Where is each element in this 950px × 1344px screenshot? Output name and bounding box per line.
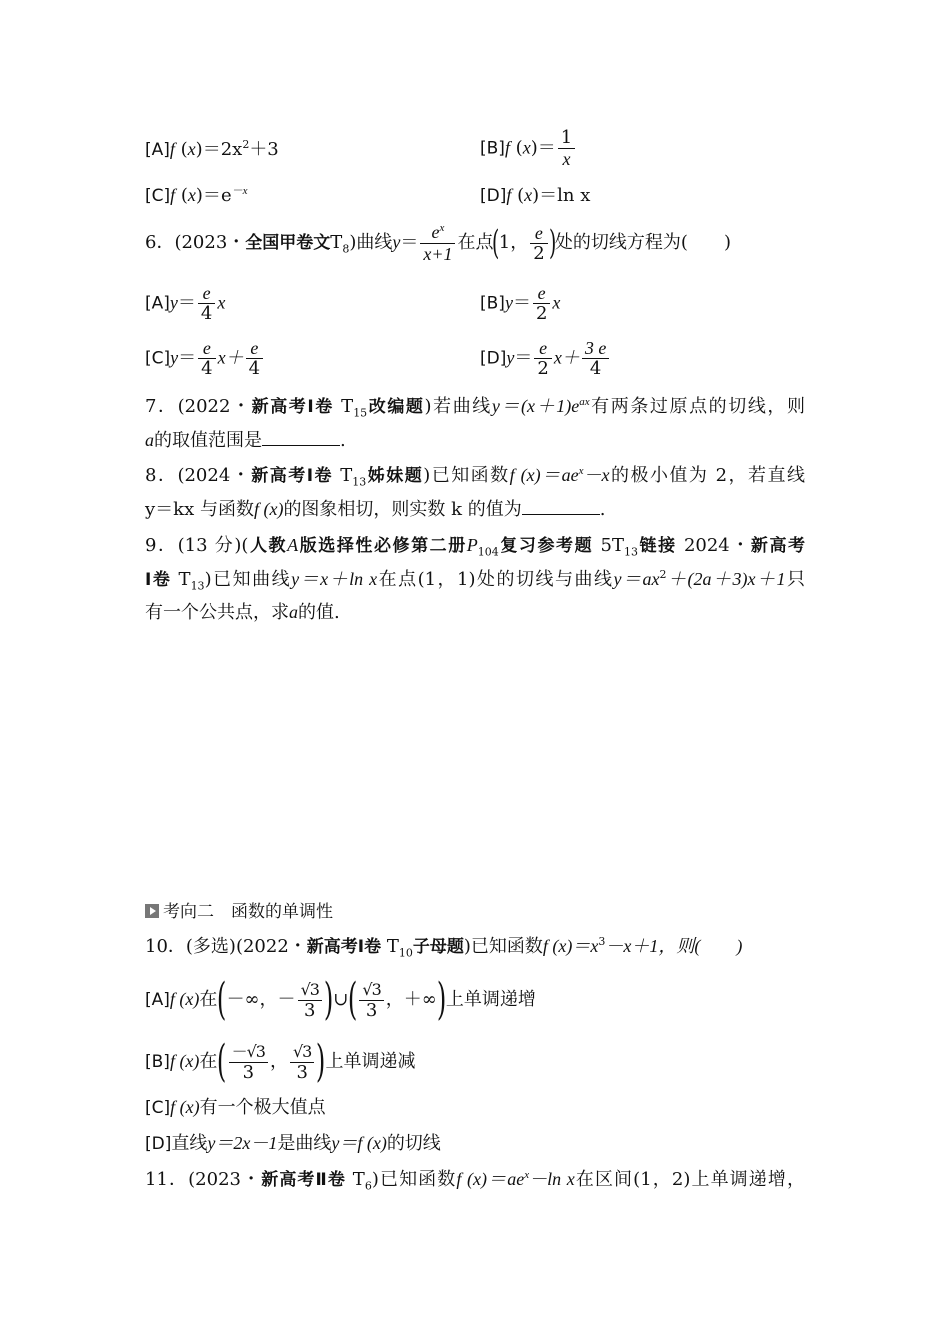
fraction: $\frac{1}{x}$ xyxy=(558,128,575,169)
fraction: $\frac{e}{2}$ xyxy=(534,338,551,379)
q6-option-b[interactable]: [B]y＝ $\frac{e}{2}$ x xyxy=(480,283,561,324)
play-icon xyxy=(145,904,159,918)
fraction: $\frac{e}{2}$ xyxy=(533,283,550,324)
q6-option-d[interactable]: [D]y＝ $\frac{e}{2}$ x＋ $\frac{3 e}{4}$ xyxy=(480,338,611,379)
question-10: 10．(多选)(2022・新高考Ⅰ卷 $T_{10}$子母题)已知函数f $(x)=x^3-x+1$，则( ) xyxy=(145,935,743,960)
fraction: $\frac{e}{4}$ xyxy=(198,283,215,324)
q5-option-d[interactable]: [D]f (x)＝ln x xyxy=(480,185,591,206)
q5-option-c[interactable]: [C]f $(x)=e^{-x}$ xyxy=(145,185,248,206)
section-heading: 考向二 函数的单调性 xyxy=(145,901,333,923)
fraction: $\frac{e}{4}$ xyxy=(246,338,263,379)
question-9-line-2: Ⅰ卷 $T_{13}$)已知曲线y＝x＋ln x在点(1，1)处的切线与曲线$y=ax^2+(2a+3)x+1$只 xyxy=(145,568,806,593)
q5-option-b[interactable]: [B]f (x)＝ $\frac{1}{x}$ xyxy=(480,128,577,169)
q6-option-c[interactable]: [C]y＝ $\frac{e}{4}$ x＋ $\frac{e}{4}$ xyxy=(145,338,265,379)
fraction: $\frac{√3}{3}$ xyxy=(359,980,383,1021)
fraction: $\frac{-√3}{3}$ xyxy=(229,1042,268,1083)
q10-option-c[interactable]: [C]f (x)有一个极大值点 xyxy=(145,1097,326,1118)
question-6: 6．(2023・全国甲卷文$T_8$)曲线y＝ $\frac{e^x}{x+1}$ 在点(1， $\frac{e}{2}$ )处的切线方程为( ) xyxy=(145,222,731,264)
answer-blank[interactable] xyxy=(522,498,600,515)
q10-option-b[interactable]: [B]f (x)在( $\frac{-√3}{3}$ ， $\frac{√3}{3}$ )上单调递减 xyxy=(145,1036,416,1087)
fraction: $\frac{3 e}{4}$ xyxy=(582,338,610,379)
q6-option-a[interactable]: [A]y＝ $\frac{e}{4}$ x xyxy=(145,283,226,324)
q10-option-a[interactable]: [A]f (x)在(－∞，－ $\frac{√3}{3}$ )∪( $\frac{√3}{3}$ ，＋∞)上单调递增 xyxy=(145,974,536,1025)
question-9: 9．(13 分)(人教A版选择性必修第二册$P_{104}$复习参考题 $5T_{13}$链接 2024・新高考 xyxy=(145,535,806,559)
answer-blank[interactable] xyxy=(262,429,340,446)
fraction: $\frac{e}{4}$ xyxy=(198,338,215,379)
question-8-line-2: y＝kx 与函数f (x)的图象相切，则实数 k 的值为 . xyxy=(145,499,606,520)
question-8: 8．(2024・新高考Ⅰ卷 $T_{13}$姊妹题)已知函数f $(x)=ae^x-x$的极小值为 2，若直线 xyxy=(145,465,806,489)
q10-option-d[interactable]: [D]直线y＝2x－1是曲线y＝f (x)的切线 xyxy=(145,1133,441,1154)
question-7: 7．(2022・新高考Ⅰ卷 $T_{15}$改编题)若曲线$y=(x+1)e^{ax}$有两条过原点的切线，则 xyxy=(145,396,806,420)
question-7-line-2: a的取值范围是 . xyxy=(145,430,346,451)
q5-option-a[interactable]: [A]f $(x)=2x^2+3$ xyxy=(145,138,279,160)
fraction: $\frac{e^x}{x+1}$ xyxy=(420,222,455,264)
question-11: 11．(2023・新高考Ⅱ卷 $T_6$)已知函数f $(x)=ae^x-\ln$ x在区间(1，2)上单调递增， xyxy=(145,1169,806,1193)
question-9-line-3: 有一个公共点，求a的值. xyxy=(145,602,340,623)
fraction: $\frac{√3}{3}$ xyxy=(298,980,322,1021)
fraction: $\frac{√3}{3}$ xyxy=(290,1042,314,1083)
fraction: $\frac{e}{2}$ xyxy=(530,223,547,264)
